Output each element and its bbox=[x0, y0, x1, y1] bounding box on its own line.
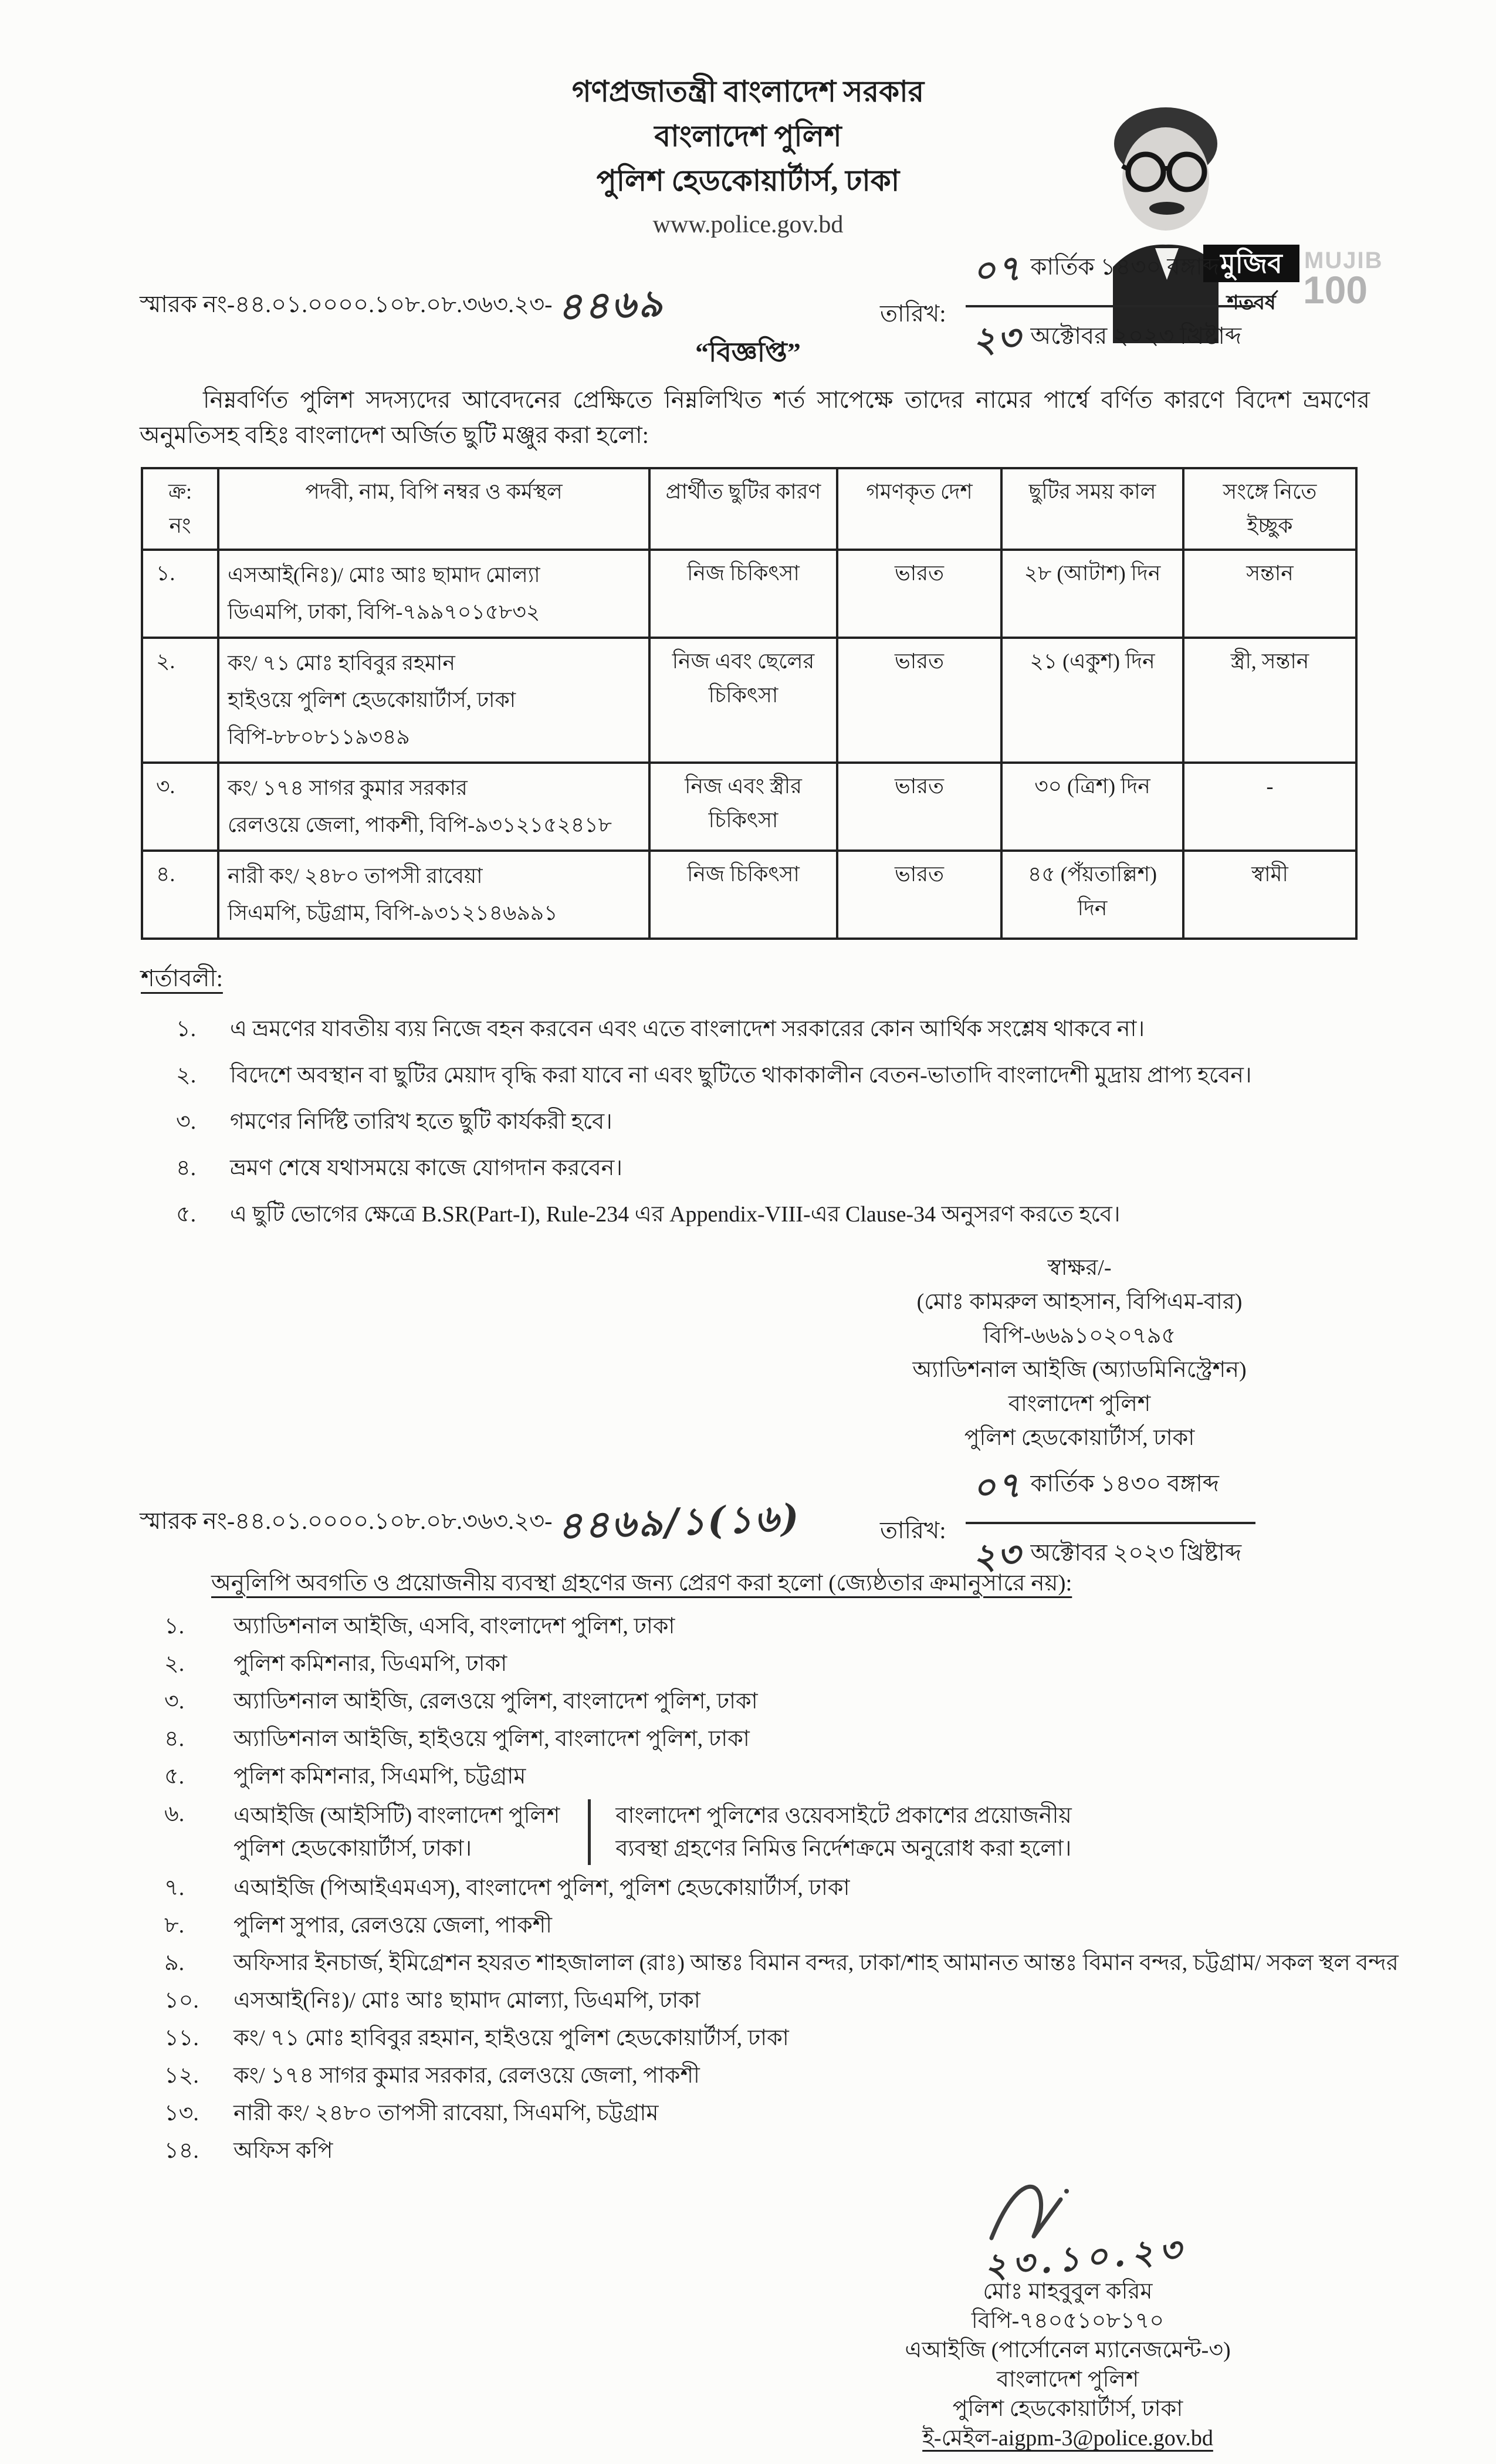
memo-label: স্মারক নং-৪৪.০১.০০০০.১০৮.০৮.৩৬৩.২৩- bbox=[140, 291, 553, 317]
item-text: অ্যাডিশনাল আইজি, হাইওয়ে পুলিশ, বাংলাদেশ পুলিশ, ঢাকা bbox=[233, 1727, 750, 1752]
cell-companion: স্ত্রী, সন্তান bbox=[1183, 638, 1356, 763]
signature-block-2 bbox=[792, 2177, 1343, 2453]
signature-block-1 bbox=[851, 1251, 1308, 1455]
distribution-item bbox=[164, 2136, 1496, 2165]
item-number: ১. bbox=[164, 1614, 185, 1639]
organization-name: বাংলাদেশ পুলিশ bbox=[654, 120, 842, 153]
memo-handwritten-number: ৪৪৬৯ bbox=[557, 281, 666, 330]
memo-label: স্মারক নং-৪৪.০১.০০০০.১০৮.০৮.৩৬৩.২৩- bbox=[140, 1508, 553, 1535]
item-text: এআইজি (আইসিটি) বাংলাদেশ পুলিশ পুলিশ হেডকোয়ার্টার্স, ঢাকা। bbox=[233, 1803, 560, 1861]
cell-duration: ২৮ (আটাশ) দিন bbox=[1001, 550, 1183, 638]
cell-reason: নিজ এবং স্ত্রীর চিকিৎসা bbox=[649, 763, 837, 851]
signatory-office: পুলিশ হেডকোয়ার্টার্স, ঢাকা bbox=[952, 2397, 1183, 2422]
table-row bbox=[142, 763, 1356, 851]
item-text: অ্যাডিশনাল আইজি, এসবি, বাংলাদেশ পুলিশ, ঢাকা bbox=[233, 1614, 675, 1639]
website-url: www.police.gov.bd bbox=[652, 211, 844, 238]
cell-companion: স্বামী bbox=[1183, 851, 1356, 939]
item-number: ৩. bbox=[164, 1689, 185, 1714]
date-block-1 bbox=[880, 243, 1255, 371]
item-number: ৬. bbox=[164, 1802, 185, 1827]
terms-heading-text: শর্তাবলী: bbox=[141, 965, 223, 992]
item-text: অফিস কপি bbox=[233, 2138, 333, 2164]
table-header-row bbox=[142, 468, 1356, 550]
signatory-bp-number: বিপি-৭৪০৫১০৮১৭০ bbox=[971, 2309, 1165, 2334]
distribution-item bbox=[164, 1911, 1496, 1940]
item-text: পুলিশ কমিশনার, ডিএমপি, ঢাকা bbox=[233, 1651, 507, 1677]
cell-serial: ২. bbox=[142, 638, 218, 763]
term-item bbox=[176, 1060, 1496, 1092]
signatory-designation: এআইজি (পার্সোনেল ম্যানেজমেন্ট-৩) bbox=[905, 2338, 1231, 2363]
cell-duration: ৪৫ (পঁয়তাল্লিশ) দিন bbox=[1001, 851, 1183, 939]
bangla-date bbox=[966, 243, 1255, 307]
item-text: পুলিশ কমিশনার, সিএমপি, চট্টগ্রাম bbox=[233, 1764, 526, 1789]
term-text: ভ্রমণ শেষে যথাসময়ে কাজে যোগদান করবেন। bbox=[230, 1156, 622, 1181]
cell-duration: ২১ (একুশ) দিন bbox=[1001, 638, 1183, 763]
dual-date bbox=[966, 1460, 1255, 1588]
leave-table bbox=[141, 467, 1358, 940]
cell-name: নারী কং/ ২৪৮০ তাপসী রাবেয়া সিএমপি, চট্টগ্রাম, বিপি-৯৩১২১৪৬৯৯১ bbox=[218, 851, 649, 939]
distribution-item bbox=[164, 1687, 1496, 1716]
memo-number-2 bbox=[140, 1494, 801, 1556]
handwritten-signature bbox=[792, 2177, 1343, 2246]
item-text: অ্যাডিশনাল আইজি, রেলওয়ে পুলিশ, বাংলাদেশ পুলিশ, ঢাকা bbox=[233, 1689, 758, 1714]
distribution-item bbox=[164, 1799, 1496, 1865]
terms-heading bbox=[141, 960, 1496, 999]
term-text: এ ছুটি ভোগের ক্ষেত্রে B.SR(Part-I), Rule-234 এর Appendix-VIII-এর Clause-34 অনুসরণ করতে হবে। bbox=[230, 1202, 1121, 1227]
distribution-item bbox=[164, 1612, 1496, 1641]
header-name: পদবী, নাম, বিপি নম্বর ও কর্মস্থল bbox=[218, 468, 649, 550]
distribution-heading-text: অনুলিপি অবগতি ও প্রয়োজনীয় ব্যবস্থা গ্রহণের জন্য প্রেরণ করা হলো (জ্যেষ্ঠতার ক্রমানুসারে নয়): bbox=[211, 1571, 1072, 1596]
distribution-item bbox=[164, 1762, 1496, 1791]
date-label: তারিখ: bbox=[880, 300, 946, 327]
government-name: গণপ্রজাতন্ত্রী বাংলাদেশ সরকার bbox=[571, 75, 925, 108]
item-number: ১২. bbox=[164, 2063, 199, 2089]
cell-country: ভারত bbox=[837, 638, 1001, 763]
cell-reason: নিজ চিকিৎসা bbox=[649, 550, 837, 638]
memo-line-2 bbox=[0, 1463, 1496, 1579]
item-number: ২. bbox=[164, 1651, 185, 1677]
term-number: ৪. bbox=[176, 1156, 197, 1181]
signatory-organization: বাংলাদেশ পুলিশ bbox=[996, 2367, 1139, 2392]
bangla-date-text: কার্তিক ১৪৩০ বঙ্গাব্দ bbox=[1030, 1470, 1219, 1497]
bangla-date-day-handwritten: ০৭ bbox=[971, 248, 1024, 292]
cell-name: কং/ ৭১ মোঃ হাবিবুর রহমান হাইওয়ে পুলিশ হেডকোয়ার্টার্স, ঢাকা বিপি-৮৮০৮১১৯৩৪৯ bbox=[218, 638, 649, 763]
item-number: ১০. bbox=[164, 1988, 199, 2013]
item-number: ১১. bbox=[164, 2026, 199, 2051]
cell-reason: নিজ এবং ছেলের চিকিৎসা bbox=[649, 638, 837, 763]
header-serial: ক্র: নং bbox=[142, 468, 218, 550]
term-item bbox=[176, 1106, 1496, 1138]
term-item bbox=[176, 1199, 1496, 1231]
distribution-item bbox=[164, 2023, 1496, 2053]
term-text: এ ভ্রমণের যাবতীয় ব্যয় নিজে বহন করবেন এবং এতে বাংলাদেশ সরকারের কোন আর্থিক সংশ্লেষ থাকবে না। bbox=[230, 1017, 1145, 1042]
logo-shotoborsho-text: শতবর্ষ bbox=[1227, 292, 1276, 314]
website-publication-note: বাংলাদেশ পুলিশের ওয়েবসাইটে প্রকাশের প্রয়োজনীয় ব্যবস্থা গ্রহণের নিমিত্ত নির্দেশক্রমে অনুরোধ করা হলো। bbox=[588, 1799, 1071, 1865]
item-text: এআইজি (পিআইএমএস), বাংলাদেশ পুলিশ, পুলিশ হেডকোয়ার্টার্স, ঢাকা bbox=[233, 1876, 850, 1901]
item-number: ১৪. bbox=[164, 2138, 199, 2164]
email-line bbox=[792, 2424, 1343, 2453]
term-text: গমণের নির্দিষ্ট তারিখ হতে ছুটি কার্যকরী হবে। bbox=[230, 1109, 612, 1135]
header-duration: ছুটির সময় কাল bbox=[1001, 468, 1183, 550]
item-number: ৫. bbox=[164, 1764, 185, 1789]
item-number: ৪. bbox=[164, 1727, 185, 1752]
term-number: ১. bbox=[176, 1017, 197, 1042]
signature-scribble-icon bbox=[968, 2169, 1121, 2245]
signatory-organization: বাংলাদেশ পুলিশ bbox=[1008, 1392, 1151, 1417]
gregorian-date-day-handwritten: ২৩ bbox=[971, 1534, 1024, 1579]
cell-country: ভারত bbox=[837, 763, 1001, 851]
term-item bbox=[176, 1152, 1496, 1184]
cell-serial: ৪. bbox=[142, 851, 218, 939]
item-number: ৯. bbox=[164, 1951, 185, 1976]
logo-mujib-text: মুজিব bbox=[1220, 249, 1282, 279]
item-text: এসআই(নিঃ)/ মোঃ আঃ ছামাদ মোল্যা, ডিএমপি, ঢাকা bbox=[233, 1988, 700, 2013]
date-block-2 bbox=[880, 1460, 1255, 1588]
distribution-item bbox=[164, 1649, 1496, 1678]
bangla-date bbox=[966, 1460, 1255, 1524]
signatory-office: পুলিশ হেডকোয়ার্টার্স, ঢাকা bbox=[964, 1426, 1195, 1451]
cell-reason: নিজ চিকিৎসা bbox=[649, 851, 837, 939]
term-number: ৩. bbox=[176, 1109, 197, 1135]
item-text: অফিসার ইনচার্জ, ইমিগ্রেশন হযরত শাহজালাল (রাঃ) আন্তঃ বিমান বন্দর, ঢাকা/শাহ আমানত আন্তঃ বিমান বন্দর, চট্টগ্রাম/ সকল স্থল বন্দর bbox=[233, 1951, 1399, 1976]
header-country: গমণকৃত দেশ bbox=[837, 468, 1001, 550]
item-text: কং/ ৭১ মোঃ হাবিবুর রহমান, হাইওয়ে পুলিশ হেডকোয়ার্টার্স, ঢাকা bbox=[233, 2026, 789, 2051]
header-reason: প্রার্থীত ছুটির কারণ bbox=[649, 468, 837, 550]
intro-paragraph: নিম্নবর্ণিত পুলিশ সদস্যদের আবেদনের প্রেক্ষিতে নিম্নলিখিত শর্ত সাপেক্ষে তাদের নামের পার্শ্বে বর্ণিত কারণে বিদেশ ভ্রমণের অনুমতিসহ বহিঃ বাংলাদেশ অর্জিত ছুটি মঞ্জুর করা হলো: bbox=[140, 387, 1370, 448]
distribution-item bbox=[164, 2099, 1496, 2128]
distribution-heading bbox=[211, 1565, 1496, 1603]
item-text: কং/ ১৭৪ সাগর কুমার সরকার, রেলওয়ে জেলা, পাকশী bbox=[233, 2063, 700, 2089]
signed-label: স্বাক্ষর/- bbox=[1047, 1255, 1112, 1281]
gregorian-date bbox=[966, 1524, 1255, 1588]
signatory-bp-number: বিপি-৬৬৯১০২০৭৯৫ bbox=[983, 1324, 1176, 1349]
term-number: ৫. bbox=[176, 1202, 197, 1227]
cell-serial: ৩. bbox=[142, 763, 218, 851]
term-text: বিদেশে অবস্থান বা ছুটির মেয়াদ বৃদ্ধি করা যাবে না এবং ছুটিতে থাকাকালীন বেতন-ভাতাদি বাংলাদেশী মুদ্রায় প্রাপ্য হবেন। bbox=[230, 1063, 1252, 1088]
item-number: ৭. bbox=[164, 1876, 185, 1901]
document-title: “বিজ্ঞপ্তি” bbox=[695, 337, 801, 367]
item-text: নারী কং/ ২৪৮০ তাপসী রাবেয়া, সিএমপি, চট্টগ্রাম bbox=[233, 2101, 659, 2126]
cell-duration: ৩০ (ত্রিশ) দিন bbox=[1001, 763, 1183, 851]
header-companion: সংঙ্গে নিতে ইচ্ছুক bbox=[1183, 468, 1356, 550]
handwritten-date: ২৩.১০.২৩ bbox=[982, 2229, 1189, 2287]
table-row bbox=[142, 550, 1356, 638]
logo-mujib-en-text: MUJIB bbox=[1304, 248, 1383, 273]
memo-number-1 bbox=[140, 277, 665, 340]
memo-handwritten-number: ৪৪৬৯/১(১৬) bbox=[557, 1495, 803, 1549]
distribution-item bbox=[164, 2061, 1496, 2090]
cell-name: কং/ ১৭৪ সাগর কুমার সরকার রেলওয়ে জেলা, পাকশী, বিপি-৯৩১২১৫২৪১৮ bbox=[218, 763, 649, 851]
bangla-date-text: কার্তিক ১৪৩০ বঙ্গাব্দ bbox=[1030, 253, 1219, 280]
office-name: পুলিশ হেডকোয়ার্টার্স, ঢাকা bbox=[596, 164, 900, 197]
table-row bbox=[142, 638, 1356, 763]
signatory-designation: অ্যাডিশনাল আইজি (অ্যাডমিনিস্ট্রেশন) bbox=[912, 1358, 1247, 1383]
table-row bbox=[142, 851, 1356, 939]
signatory-name: (মোঃ কামরুল আহসান, বিপিএম-বার) bbox=[916, 1289, 1243, 1315]
gregorian-date-day-handwritten: ২৩ bbox=[971, 317, 1024, 361]
signatory-name: মোঃ মাহবুবুল করিম bbox=[983, 2279, 1153, 2304]
distribution-item bbox=[164, 1873, 1496, 1903]
date-label: তারিখ: bbox=[880, 1517, 946, 1544]
dual-date bbox=[966, 243, 1255, 371]
item-number: ১৩. bbox=[164, 2101, 199, 2126]
cell-name: এসআই(নিঃ)/ মোঃ আঃ ছামাদ মোল্যা ডিএমপি, ঢাকা, বিপি-৭৯৯৭০১৫৮৩২ bbox=[218, 550, 649, 638]
term-number: ২. bbox=[176, 1063, 197, 1088]
cell-country: ভারত bbox=[837, 550, 1001, 638]
term-item bbox=[176, 1013, 1496, 1045]
email-address: ই-মেইল-aigpm-3@police.gov.bd bbox=[922, 2426, 1213, 2451]
distribution-item bbox=[164, 1724, 1496, 1754]
cell-companion: - bbox=[1183, 763, 1356, 851]
distribution-item bbox=[164, 1986, 1496, 2015]
cell-country: ভারত bbox=[837, 851, 1001, 939]
item-text: পুলিশ সুপার, রেলওয়ে জেলা, পাকশী bbox=[233, 1913, 553, 1938]
gregorian-date bbox=[966, 307, 1255, 371]
logo-100-text: 100 bbox=[1303, 268, 1368, 312]
cell-serial: ১. bbox=[142, 550, 218, 638]
distribution-item bbox=[164, 1948, 1496, 1978]
gregorian-date-text: অক্টোবর ২০২৩ খ্রিষ্টাব্দ bbox=[1030, 323, 1242, 349]
item-number: ৮. bbox=[164, 1913, 185, 1938]
bangla-date-day-handwritten: ০৭ bbox=[971, 1464, 1024, 1509]
gregorian-date-text: অক্টোবর ২০২৩ খ্রিষ্টাব্দ bbox=[1030, 1539, 1242, 1566]
cell-companion: সন্তান bbox=[1183, 550, 1356, 638]
